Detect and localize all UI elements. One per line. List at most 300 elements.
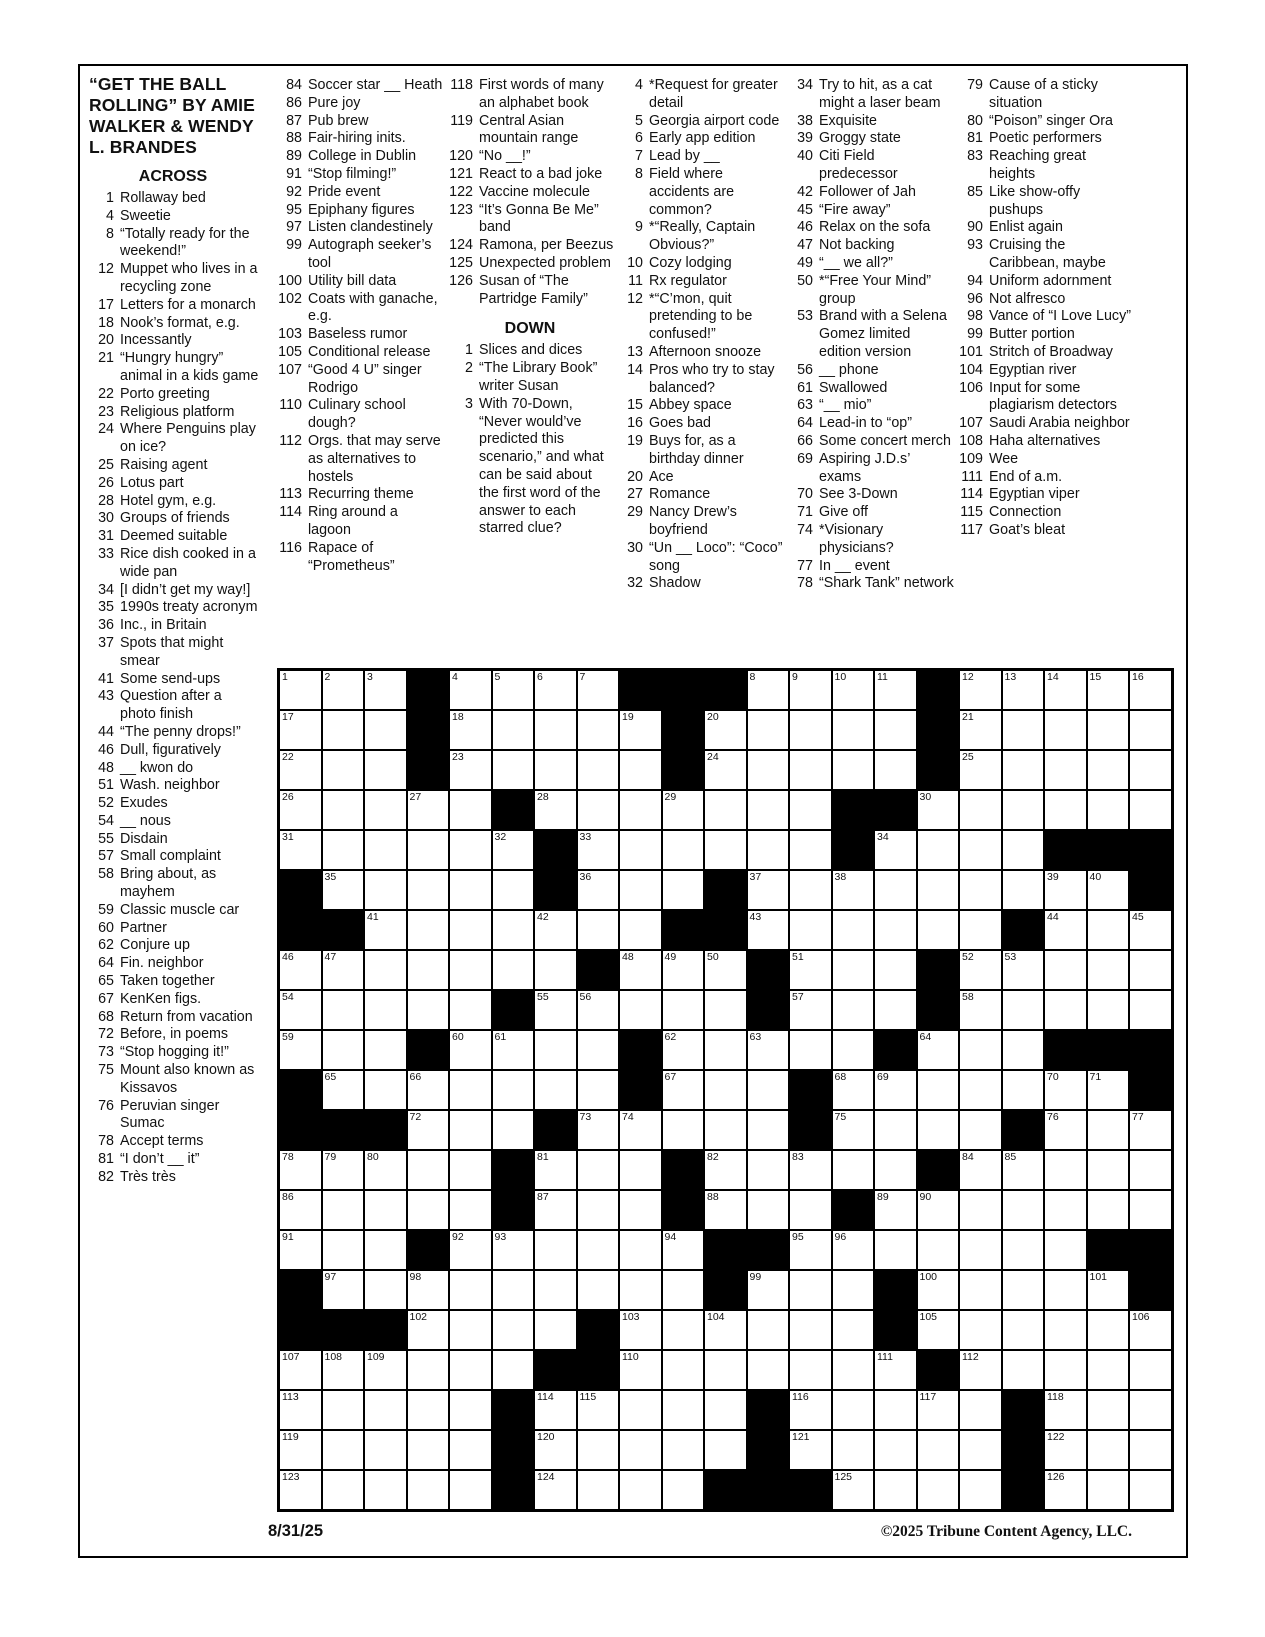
cell-r16-c17[interactable] — [959, 1270, 1002, 1310]
cell-r12-c9[interactable] — [619, 1110, 662, 1150]
cell-r14-c16[interactable] — [917, 1190, 960, 1230]
cell-r19-c20[interactable] — [1087, 1390, 1130, 1430]
cell-r7-c8[interactable] — [577, 910, 620, 950]
cell-r13-c14[interactable] — [832, 1150, 875, 1190]
cell-r20-c1[interactable] — [279, 1430, 322, 1470]
cell-r19-c5[interactable] — [449, 1390, 492, 1430]
cell-r9-c10[interactable] — [662, 990, 705, 1030]
cell-r8-c2[interactable] — [322, 950, 365, 990]
cell-r10-c7[interactable] — [534, 1030, 577, 1070]
cell-r1-c3[interactable] — [364, 670, 407, 710]
cell-r14-c8[interactable] — [577, 1190, 620, 1230]
cell-r19-c3[interactable] — [364, 1390, 407, 1430]
cell-r9-c5[interactable] — [449, 990, 492, 1030]
cell-r18-c3[interactable] — [364, 1350, 407, 1390]
cell-r16-c12[interactable] — [747, 1270, 790, 1310]
cell-r18-c5[interactable] — [449, 1350, 492, 1390]
cell-r3-c20[interactable] — [1087, 750, 1130, 790]
cell-r5-c15[interactable] — [874, 830, 917, 870]
cell-r13-c15[interactable] — [874, 1150, 917, 1190]
cell-r1-c19[interactable] — [1044, 670, 1087, 710]
cell-r19-c16[interactable] — [917, 1390, 960, 1430]
cell-r9-c17[interactable] — [959, 990, 1002, 1030]
cell-r8-c13[interactable] — [789, 950, 832, 990]
cell-r19-c9[interactable] — [619, 1390, 662, 1430]
cell-r2-c18[interactable] — [1002, 710, 1045, 750]
cell-r5-c18[interactable] — [1002, 830, 1045, 870]
cell-r18-c14[interactable] — [832, 1350, 875, 1390]
cell-r15-c6[interactable] — [492, 1230, 535, 1270]
cell-r4-c9[interactable] — [619, 790, 662, 830]
cell-r15-c16[interactable] — [917, 1230, 960, 1270]
cell-r3-c9[interactable] — [619, 750, 662, 790]
cell-r13-c20[interactable] — [1087, 1150, 1130, 1190]
cell-r10-c17[interactable] — [959, 1030, 1002, 1070]
cell-r20-c21[interactable] — [1129, 1430, 1172, 1470]
cell-r11-c8[interactable] — [577, 1070, 620, 1110]
cell-r11-c5[interactable] — [449, 1070, 492, 1110]
cell-r12-c21[interactable] — [1129, 1110, 1172, 1150]
cell-r5-c17[interactable] — [959, 830, 1002, 870]
cell-r11-c15[interactable] — [874, 1070, 917, 1110]
cell-r7-c19[interactable] — [1044, 910, 1087, 950]
cell-r6-c9[interactable] — [619, 870, 662, 910]
cell-r5-c8[interactable] — [577, 830, 620, 870]
cell-r7-c21[interactable] — [1129, 910, 1172, 950]
cell-r8-c6[interactable] — [492, 950, 535, 990]
cell-r20-c20[interactable] — [1087, 1430, 1130, 1470]
cell-r2-c15[interactable] — [874, 710, 917, 750]
cell-r7-c5[interactable] — [449, 910, 492, 950]
cell-r8-c11[interactable] — [704, 950, 747, 990]
cell-r13-c12[interactable] — [747, 1150, 790, 1190]
cell-r6-c18[interactable] — [1002, 870, 1045, 910]
cell-r6-c17[interactable] — [959, 870, 1002, 910]
cell-r4-c10[interactable] — [662, 790, 705, 830]
cell-r18-c6[interactable] — [492, 1350, 535, 1390]
cell-r4-c13[interactable] — [789, 790, 832, 830]
cell-r6-c15[interactable] — [874, 870, 917, 910]
cell-r4-c3[interactable] — [364, 790, 407, 830]
cell-r5-c6[interactable] — [492, 830, 535, 870]
cell-r17-c20[interactable] — [1087, 1310, 1130, 1350]
cell-r17-c11[interactable] — [704, 1310, 747, 1350]
cell-r21-c4[interactable] — [407, 1470, 450, 1510]
cell-r14-c17[interactable] — [959, 1190, 1002, 1230]
cell-r18-c13[interactable] — [789, 1350, 832, 1390]
cell-r20-c4[interactable] — [407, 1430, 450, 1470]
cell-r20-c10[interactable] — [662, 1430, 705, 1470]
cell-r7-c17[interactable] — [959, 910, 1002, 950]
cell-r10-c2[interactable] — [322, 1030, 365, 1070]
cell-r1-c18[interactable] — [1002, 670, 1045, 710]
cell-r7-c12[interactable] — [747, 910, 790, 950]
cell-r13-c5[interactable] — [449, 1150, 492, 1190]
cell-r15-c8[interactable] — [577, 1230, 620, 1270]
cell-r6-c8[interactable] — [577, 870, 620, 910]
cell-r16-c20[interactable] — [1087, 1270, 1130, 1310]
cell-r8-c20[interactable] — [1087, 950, 1130, 990]
cell-r3-c21[interactable] — [1129, 750, 1172, 790]
cell-r19-c13[interactable] — [789, 1390, 832, 1430]
cell-r19-c14[interactable] — [832, 1390, 875, 1430]
cell-r15-c3[interactable] — [364, 1230, 407, 1270]
cell-r4-c8[interactable] — [577, 790, 620, 830]
cell-r3-c15[interactable] — [874, 750, 917, 790]
cell-r10-c10[interactable] — [662, 1030, 705, 1070]
cell-r21-c21[interactable] — [1129, 1470, 1172, 1510]
cell-r20-c3[interactable] — [364, 1430, 407, 1470]
cell-r7-c9[interactable] — [619, 910, 662, 950]
cell-r9-c21[interactable] — [1129, 990, 1172, 1030]
cell-r18-c18[interactable] — [1002, 1350, 1045, 1390]
cell-r15-c9[interactable] — [619, 1230, 662, 1270]
cell-r12-c10[interactable] — [662, 1110, 705, 1150]
cell-r20-c19[interactable] — [1044, 1430, 1087, 1470]
cell-r8-c4[interactable] — [407, 950, 450, 990]
cell-r1-c7[interactable] — [534, 670, 577, 710]
cell-r6-c20[interactable] — [1087, 870, 1130, 910]
cell-r20-c9[interactable] — [619, 1430, 662, 1470]
cell-r9-c1[interactable] — [279, 990, 322, 1030]
cell-r20-c8[interactable] — [577, 1430, 620, 1470]
cell-r14-c2[interactable] — [322, 1190, 365, 1230]
cell-r14-c18[interactable] — [1002, 1190, 1045, 1230]
cell-r5-c13[interactable] — [789, 830, 832, 870]
cell-r18-c2[interactable] — [322, 1350, 365, 1390]
cell-r14-c13[interactable] — [789, 1190, 832, 1230]
cell-r4-c2[interactable] — [322, 790, 365, 830]
cell-r21-c10[interactable] — [662, 1470, 705, 1510]
cell-r12-c14[interactable] — [832, 1110, 875, 1150]
cell-r21-c20[interactable] — [1087, 1470, 1130, 1510]
cell-r15-c13[interactable] — [789, 1230, 832, 1270]
cell-r17-c16[interactable] — [917, 1310, 960, 1350]
cell-r8-c1[interactable] — [279, 950, 322, 990]
cell-r18-c15[interactable] — [874, 1350, 917, 1390]
cell-r9-c7[interactable] — [534, 990, 577, 1030]
cell-r3-c5[interactable] — [449, 750, 492, 790]
cell-r2-c8[interactable] — [577, 710, 620, 750]
cell-r10-c11[interactable] — [704, 1030, 747, 1070]
cell-r4-c1[interactable] — [279, 790, 322, 830]
cell-r19-c1[interactable] — [279, 1390, 322, 1430]
cell-r4-c11[interactable] — [704, 790, 747, 830]
cell-r5-c4[interactable] — [407, 830, 450, 870]
cell-r4-c19[interactable] — [1044, 790, 1087, 830]
cell-r10-c3[interactable] — [364, 1030, 407, 1070]
cell-r14-c20[interactable] — [1087, 1190, 1130, 1230]
cell-r16-c7[interactable] — [534, 1270, 577, 1310]
cell-r2-c20[interactable] — [1087, 710, 1130, 750]
cell-r9-c9[interactable] — [619, 990, 662, 1030]
cell-r3-c17[interactable] — [959, 750, 1002, 790]
cell-r1-c13[interactable] — [789, 670, 832, 710]
cell-r8-c7[interactable] — [534, 950, 577, 990]
cell-r21-c3[interactable] — [364, 1470, 407, 1510]
cell-r21-c14[interactable] — [832, 1470, 875, 1510]
cell-r8-c15[interactable] — [874, 950, 917, 990]
cell-r4-c17[interactable] — [959, 790, 1002, 830]
cell-r19-c17[interactable] — [959, 1390, 1002, 1430]
cell-r15-c18[interactable] — [1002, 1230, 1045, 1270]
cell-r20-c17[interactable] — [959, 1430, 1002, 1470]
cell-r4-c20[interactable] — [1087, 790, 1130, 830]
cell-r19-c21[interactable] — [1129, 1390, 1172, 1430]
cell-r11-c6[interactable] — [492, 1070, 535, 1110]
cell-r17-c14[interactable] — [832, 1310, 875, 1350]
cell-r10-c8[interactable] — [577, 1030, 620, 1070]
cell-r9-c3[interactable] — [364, 990, 407, 1030]
cell-r16-c19[interactable] — [1044, 1270, 1087, 1310]
cell-r9-c11[interactable] — [704, 990, 747, 1030]
cell-r16-c8[interactable] — [577, 1270, 620, 1310]
cell-r2-c12[interactable] — [747, 710, 790, 750]
cell-r21-c5[interactable] — [449, 1470, 492, 1510]
cell-r14-c15[interactable] — [874, 1190, 917, 1230]
cell-r14-c5[interactable] — [449, 1190, 492, 1230]
cell-r13-c8[interactable] — [577, 1150, 620, 1190]
cell-r15-c15[interactable] — [874, 1230, 917, 1270]
cell-r17-c19[interactable] — [1044, 1310, 1087, 1350]
cell-r11-c20[interactable] — [1087, 1070, 1130, 1110]
cell-r13-c4[interactable] — [407, 1150, 450, 1190]
cell-r2-c5[interactable] — [449, 710, 492, 750]
cell-r8-c19[interactable] — [1044, 950, 1087, 990]
cell-r18-c20[interactable] — [1087, 1350, 1130, 1390]
cell-r8-c10[interactable] — [662, 950, 705, 990]
cell-r6-c12[interactable] — [747, 870, 790, 910]
cell-r12-c17[interactable] — [959, 1110, 1002, 1150]
cell-r11-c18[interactable] — [1002, 1070, 1045, 1110]
cell-r16-c5[interactable] — [449, 1270, 492, 1310]
cell-r15-c7[interactable] — [534, 1230, 577, 1270]
cell-r6-c2[interactable] — [322, 870, 365, 910]
cell-r8-c14[interactable] — [832, 950, 875, 990]
cell-r2-c1[interactable] — [279, 710, 322, 750]
cell-r14-c11[interactable] — [704, 1190, 747, 1230]
cell-r11-c4[interactable] — [407, 1070, 450, 1110]
cell-r17-c5[interactable] — [449, 1310, 492, 1350]
cell-r9-c4[interactable] — [407, 990, 450, 1030]
cell-r5-c10[interactable] — [662, 830, 705, 870]
cell-r14-c21[interactable] — [1129, 1190, 1172, 1230]
cell-r17-c6[interactable] — [492, 1310, 535, 1350]
cell-r5-c11[interactable] — [704, 830, 747, 870]
cell-r5-c9[interactable] — [619, 830, 662, 870]
cell-r13-c9[interactable] — [619, 1150, 662, 1190]
cell-r14-c19[interactable] — [1044, 1190, 1087, 1230]
cell-r6-c6[interactable] — [492, 870, 535, 910]
cell-r6-c19[interactable] — [1044, 870, 1087, 910]
cell-r7-c14[interactable] — [832, 910, 875, 950]
cell-r21-c9[interactable] — [619, 1470, 662, 1510]
cell-r20-c7[interactable] — [534, 1430, 577, 1470]
cell-r9-c18[interactable] — [1002, 990, 1045, 1030]
cell-r1-c2[interactable] — [322, 670, 365, 710]
cell-r20-c11[interactable] — [704, 1430, 747, 1470]
cell-r4-c18[interactable] — [1002, 790, 1045, 830]
cell-r7-c15[interactable] — [874, 910, 917, 950]
cell-r11-c12[interactable] — [747, 1070, 790, 1110]
cell-r7-c6[interactable] — [492, 910, 535, 950]
cell-r7-c16[interactable] — [917, 910, 960, 950]
cell-r3-c1[interactable] — [279, 750, 322, 790]
cell-r15-c17[interactable] — [959, 1230, 1002, 1270]
cell-r1-c1[interactable] — [279, 670, 322, 710]
cell-r19-c15[interactable] — [874, 1390, 917, 1430]
cell-r17-c9[interactable] — [619, 1310, 662, 1350]
cell-r11-c17[interactable] — [959, 1070, 1002, 1110]
cell-r14-c9[interactable] — [619, 1190, 662, 1230]
cell-r19-c11[interactable] — [704, 1390, 747, 1430]
cell-r5-c5[interactable] — [449, 830, 492, 870]
cell-r4-c5[interactable] — [449, 790, 492, 830]
cell-r4-c12[interactable] — [747, 790, 790, 830]
cell-r2-c11[interactable] — [704, 710, 747, 750]
cell-r5-c16[interactable] — [917, 830, 960, 870]
cell-r11-c3[interactable] — [364, 1070, 407, 1110]
cell-r13-c18[interactable] — [1002, 1150, 1045, 1190]
cell-r11-c11[interactable] — [704, 1070, 747, 1110]
cell-r13-c1[interactable] — [279, 1150, 322, 1190]
cell-r6-c16[interactable] — [917, 870, 960, 910]
cell-r8-c21[interactable] — [1129, 950, 1172, 990]
cell-r11-c16[interactable] — [917, 1070, 960, 1110]
cell-r8-c9[interactable] — [619, 950, 662, 990]
cell-r17-c18[interactable] — [1002, 1310, 1045, 1350]
cell-r9-c20[interactable] — [1087, 990, 1130, 1030]
cell-r9-c19[interactable] — [1044, 990, 1087, 1030]
cell-r12-c20[interactable] — [1087, 1110, 1130, 1150]
cell-r18-c19[interactable] — [1044, 1350, 1087, 1390]
cell-r1-c5[interactable] — [449, 670, 492, 710]
cell-r1-c20[interactable] — [1087, 670, 1130, 710]
cell-r21-c8[interactable] — [577, 1470, 620, 1510]
cell-r16-c6[interactable] — [492, 1270, 535, 1310]
cell-r6-c14[interactable] — [832, 870, 875, 910]
cell-r5-c1[interactable] — [279, 830, 322, 870]
cell-r18-c17[interactable] — [959, 1350, 1002, 1390]
cell-r2-c17[interactable] — [959, 710, 1002, 750]
cell-r18-c12[interactable] — [747, 1350, 790, 1390]
cell-r2-c14[interactable] — [832, 710, 875, 750]
cell-r21-c2[interactable] — [322, 1470, 365, 1510]
cell-r3-c11[interactable] — [704, 750, 747, 790]
cell-r6-c4[interactable] — [407, 870, 450, 910]
cell-r3-c12[interactable] — [747, 750, 790, 790]
cell-r2-c13[interactable] — [789, 710, 832, 750]
cell-r5-c3[interactable] — [364, 830, 407, 870]
cell-r10-c16[interactable] — [917, 1030, 960, 1070]
cell-r6-c10[interactable] — [662, 870, 705, 910]
cell-r11-c14[interactable] — [832, 1070, 875, 1110]
cell-r6-c3[interactable] — [364, 870, 407, 910]
cell-r21-c16[interactable] — [917, 1470, 960, 1510]
cell-r16-c14[interactable] — [832, 1270, 875, 1310]
cell-r11-c19[interactable] — [1044, 1070, 1087, 1110]
cell-r5-c2[interactable] — [322, 830, 365, 870]
cell-r15-c19[interactable] — [1044, 1230, 1087, 1270]
cell-r6-c5[interactable] — [449, 870, 492, 910]
cell-r19-c8[interactable] — [577, 1390, 620, 1430]
cell-r8-c18[interactable] — [1002, 950, 1045, 990]
cell-r7-c3[interactable] — [364, 910, 407, 950]
cell-r14-c12[interactable] — [747, 1190, 790, 1230]
cell-r10-c13[interactable] — [789, 1030, 832, 1070]
cell-r13-c3[interactable] — [364, 1150, 407, 1190]
cell-r16-c4[interactable] — [407, 1270, 450, 1310]
cell-r9-c15[interactable] — [874, 990, 917, 1030]
cell-r13-c17[interactable] — [959, 1150, 1002, 1190]
cell-r16-c18[interactable] — [1002, 1270, 1045, 1310]
cell-r18-c10[interactable] — [662, 1350, 705, 1390]
cell-r16-c2[interactable] — [322, 1270, 365, 1310]
cell-r2-c19[interactable] — [1044, 710, 1087, 750]
cell-r3-c18[interactable] — [1002, 750, 1045, 790]
cell-r1-c6[interactable] — [492, 670, 535, 710]
cell-r2-c6[interactable] — [492, 710, 535, 750]
cell-r3-c13[interactable] — [789, 750, 832, 790]
cell-r7-c4[interactable] — [407, 910, 450, 950]
cell-r5-c12[interactable] — [747, 830, 790, 870]
cell-r2-c7[interactable] — [534, 710, 577, 750]
cell-r9-c8[interactable] — [577, 990, 620, 1030]
cell-r1-c14[interactable] — [832, 670, 875, 710]
cell-r18-c9[interactable] — [619, 1350, 662, 1390]
cell-r12-c16[interactable] — [917, 1110, 960, 1150]
cell-r21-c1[interactable] — [279, 1470, 322, 1510]
cell-r15-c1[interactable] — [279, 1230, 322, 1270]
cell-r20-c2[interactable] — [322, 1430, 365, 1470]
cell-r13-c13[interactable] — [789, 1150, 832, 1190]
cell-r21-c17[interactable] — [959, 1470, 1002, 1510]
cell-r15-c10[interactable] — [662, 1230, 705, 1270]
cell-r11-c10[interactable] — [662, 1070, 705, 1110]
cell-r19-c2[interactable] — [322, 1390, 365, 1430]
cell-r17-c10[interactable] — [662, 1310, 705, 1350]
cell-r7-c7[interactable] — [534, 910, 577, 950]
cell-r1-c21[interactable] — [1129, 670, 1172, 710]
cell-r17-c12[interactable] — [747, 1310, 790, 1350]
cell-r16-c16[interactable] — [917, 1270, 960, 1310]
cell-r15-c2[interactable] — [322, 1230, 365, 1270]
cell-r3-c6[interactable] — [492, 750, 535, 790]
cell-r10-c14[interactable] — [832, 1030, 875, 1070]
cell-r10-c18[interactable] — [1002, 1030, 1045, 1070]
cell-r18-c1[interactable] — [279, 1350, 322, 1390]
cell-r14-c1[interactable] — [279, 1190, 322, 1230]
cell-r3-c2[interactable] — [322, 750, 365, 790]
cell-r19-c4[interactable] — [407, 1390, 450, 1430]
cell-r4-c16[interactable] — [917, 790, 960, 830]
cell-r14-c3[interactable] — [364, 1190, 407, 1230]
cell-r13-c2[interactable] — [322, 1150, 365, 1190]
cell-r1-c17[interactable] — [959, 670, 1002, 710]
cell-r4-c4[interactable] — [407, 790, 450, 830]
cell-r20-c5[interactable] — [449, 1430, 492, 1470]
cell-r4-c7[interactable] — [534, 790, 577, 830]
cell-r3-c19[interactable] — [1044, 750, 1087, 790]
cell-r8-c17[interactable] — [959, 950, 1002, 990]
cell-r12-c4[interactable] — [407, 1110, 450, 1150]
cell-r12-c5[interactable] — [449, 1110, 492, 1150]
cell-r12-c6[interactable] — [492, 1110, 535, 1150]
cell-r1-c15[interactable] — [874, 670, 917, 710]
cell-r2-c9[interactable] — [619, 710, 662, 750]
cell-r16-c13[interactable] — [789, 1270, 832, 1310]
cell-r12-c8[interactable] — [577, 1110, 620, 1150]
